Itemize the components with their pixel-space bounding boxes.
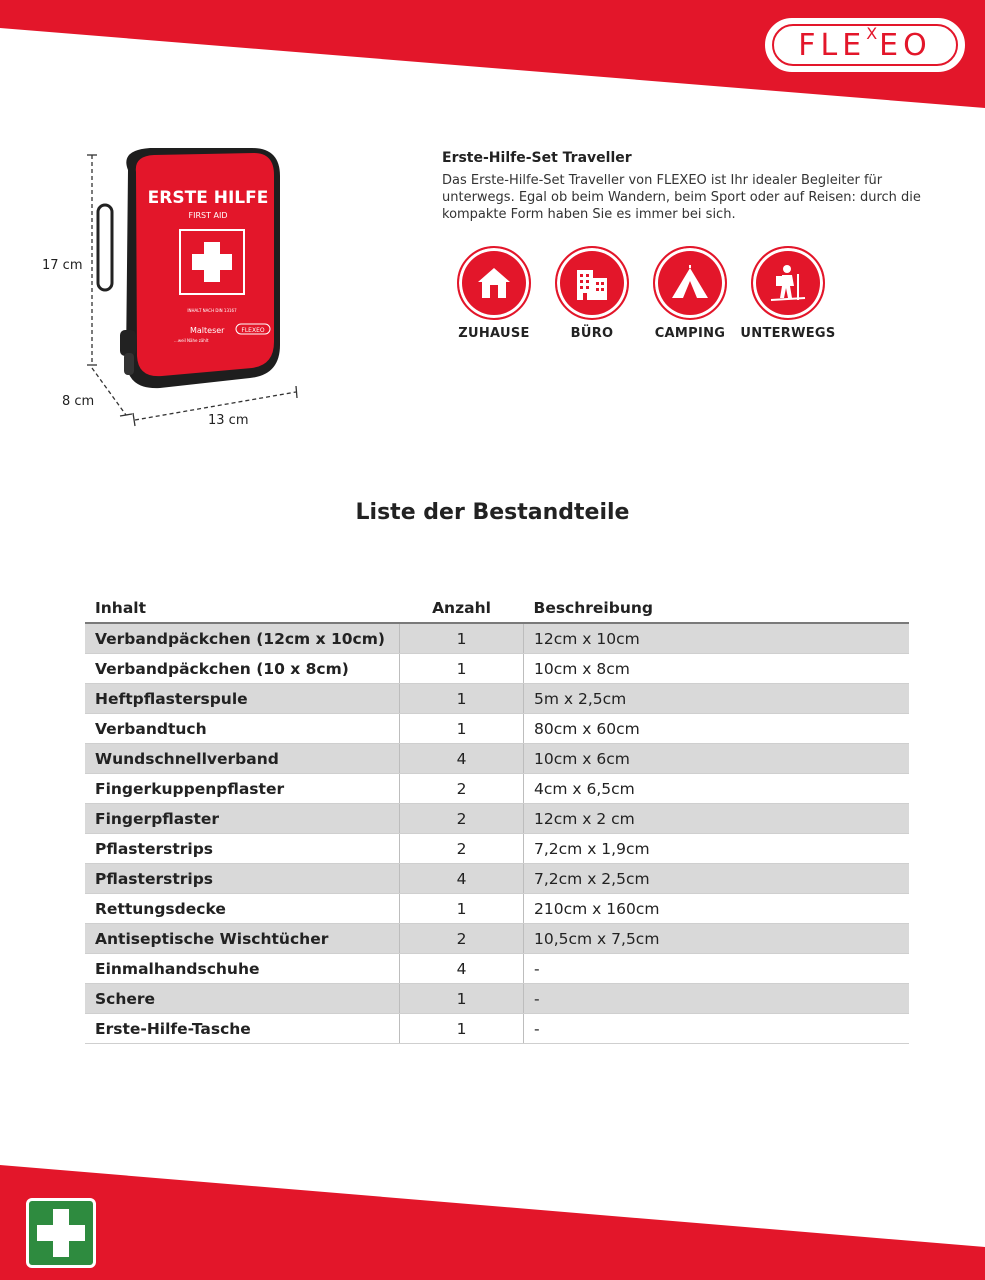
table-row xyxy=(85,654,909,684)
first-aid-cross-icon xyxy=(26,1198,96,1268)
components-table xyxy=(85,592,909,1044)
use-label-home: ZUHAUSE xyxy=(458,326,530,341)
dimension-height: 17 cm xyxy=(42,258,83,273)
use-label-on-the-go: UNTERWEGS xyxy=(740,326,836,341)
house-icon xyxy=(474,263,514,303)
use-case-home xyxy=(445,246,543,341)
header-description: Beschreibung xyxy=(524,592,910,623)
tent-icon xyxy=(668,263,712,303)
row-content: Wundschnellverband xyxy=(85,744,400,774)
use-label-office: BÜRO xyxy=(570,326,614,341)
row-quantity: 1 xyxy=(400,714,524,744)
row-description: 10cm x 6cm xyxy=(524,744,910,774)
row-content: Fingerkuppenpflaster xyxy=(85,774,400,804)
row-content: Verbandpäckchen (12cm x 10cm) xyxy=(85,623,400,654)
table-row xyxy=(85,984,909,1014)
row-content: Fingerpflaster xyxy=(85,804,400,834)
row-content: Erste-Hilfe-Tasche xyxy=(85,1014,400,1044)
row-quantity: 1 xyxy=(400,984,524,1014)
row-quantity: 2 xyxy=(400,774,524,804)
row-quantity: 1 xyxy=(400,684,524,714)
intro-title: Erste-Hilfe-Set Traveller xyxy=(442,150,632,166)
row-quantity: 4 xyxy=(400,744,524,774)
row-description: 12cm x 10cm xyxy=(524,623,910,654)
row-description: 10cm x 8cm xyxy=(524,654,910,684)
row-content: Schere xyxy=(85,984,400,1014)
product-intro xyxy=(442,150,942,223)
row-description: 4cm x 6,5cm xyxy=(524,774,910,804)
row-quantity: 4 xyxy=(400,864,524,894)
list-title: Liste der Bestandteile xyxy=(355,500,630,525)
row-description: 10,5cm x 7,5cm xyxy=(524,924,910,954)
use-case-office xyxy=(543,246,641,341)
row-content: Verbandpäckchen (10 x 8cm) xyxy=(85,654,400,684)
row-content: Pflasterstrips xyxy=(85,834,400,864)
use-label-camping: CAMPING xyxy=(654,326,726,341)
row-description: - xyxy=(524,1014,910,1044)
row-description: 12cm x 2 cm xyxy=(524,804,910,834)
row-description: 7,2cm x 1,9cm xyxy=(524,834,910,864)
table-row xyxy=(85,924,909,954)
row-description: 210cm x 160cm xyxy=(524,894,910,924)
bag-partner: Malteser xyxy=(190,326,225,335)
row-content: Antiseptische Wischtücher xyxy=(85,924,400,954)
table-row xyxy=(85,1014,909,1044)
table-row xyxy=(85,684,909,714)
product-image xyxy=(40,140,370,440)
row-quantity: 1 xyxy=(400,1014,524,1044)
row-quantity: 2 xyxy=(400,804,524,834)
bag-brand: FLEXEO xyxy=(241,327,265,334)
row-quantity: 2 xyxy=(400,924,524,954)
flexeo-logo xyxy=(765,18,965,72)
table-row xyxy=(85,744,909,774)
table-header-row xyxy=(85,592,909,623)
row-content: Heftpflasterspule xyxy=(85,684,400,714)
row-content: Einmalhandschuhe xyxy=(85,954,400,984)
row-quantity: 4 xyxy=(400,954,524,984)
office-building-icon xyxy=(571,262,613,304)
use-case-camping xyxy=(641,246,739,341)
row-description: 5m x 2,5cm xyxy=(524,684,910,714)
bag-subtitle: FIRST AID xyxy=(188,211,228,220)
table-row xyxy=(85,804,909,834)
dimension-width: 13 cm xyxy=(208,413,249,428)
bag-partner-sub: ...weil Nähe zählt xyxy=(174,338,209,343)
intro-text: Das Erste-Hilfe-Set Traveller von FLEXEO ist Ihr idealer Begleiter für unterwegs. Egal ob beim Wandern, beim Sport oder auf Reisen: durch die kompakte Form haben Sie es immer bei sich. xyxy=(442,173,921,222)
hiker-icon xyxy=(767,262,809,304)
dimension-depth: 8 cm xyxy=(62,394,95,409)
row-quantity: 2 xyxy=(400,834,524,864)
bag-title: ERSTE HILFE xyxy=(147,188,269,208)
table-row xyxy=(85,954,909,984)
table-row xyxy=(85,714,909,744)
use-cases xyxy=(445,246,837,341)
row-description: - xyxy=(524,954,910,984)
header-content: Inhalt xyxy=(85,592,400,623)
row-quantity: 1 xyxy=(400,894,524,924)
row-description: 80cm x 60cm xyxy=(524,714,910,744)
row-description: - xyxy=(524,984,910,1014)
bag-norm: INHALT NACH DIN 13167 xyxy=(187,308,237,313)
logo-text-start: FLE xyxy=(798,27,867,63)
row-content: Pflasterstrips xyxy=(85,864,400,894)
row-content: Verbandtuch xyxy=(85,714,400,744)
row-description: 7,2cm x 2,5cm xyxy=(524,864,910,894)
table-row xyxy=(85,623,909,654)
row-quantity: 1 xyxy=(400,623,524,654)
header-quantity: Anzahl xyxy=(400,592,524,623)
logo-text-end: EO xyxy=(879,27,932,63)
footer-band xyxy=(0,1165,985,1280)
table-row xyxy=(85,864,909,894)
table-row xyxy=(85,834,909,864)
row-content: Rettungsdecke xyxy=(85,894,400,924)
row-quantity: 1 xyxy=(400,654,524,684)
table-row xyxy=(85,774,909,804)
logo-text-sup: X xyxy=(866,23,880,43)
table-row xyxy=(85,894,909,924)
use-case-on-the-go xyxy=(739,246,837,341)
